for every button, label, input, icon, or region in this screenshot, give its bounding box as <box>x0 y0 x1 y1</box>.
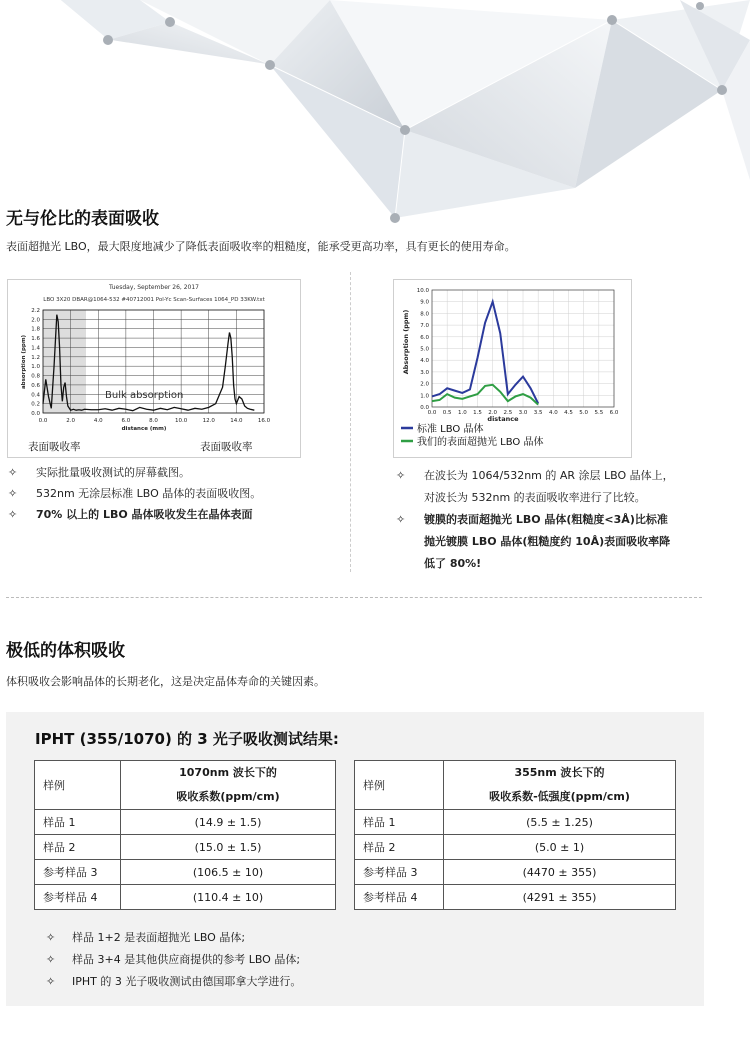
table-row: 样品 2 (5.0 ± 1) <box>355 835 676 860</box>
list-item: ✧ 在波长为 1064/532nm 的 AR 涂层 LBO 晶体上， <box>396 465 674 487</box>
y-tick-label: 0.8 <box>31 373 40 380</box>
y-tick-label: 1.8 <box>31 326 40 333</box>
x-tick-label: 0.0 <box>38 418 48 424</box>
results-table-1070nm <box>34 760 336 910</box>
x-tick-label: 10.0 <box>175 418 188 424</box>
y-tick-label: 0.6 <box>31 382 40 389</box>
y-tick-label: 1.4 <box>31 345 40 352</box>
section-divider <box>6 597 702 598</box>
legend-label: 我们的表面超抛光 LBO 晶体 <box>417 437 544 448</box>
left-chart-xlabel: distance (mm) <box>121 426 167 432</box>
section-title-surface: 无与伦比的表面吸收 <box>6 209 159 229</box>
y-tick-label: 7.0 <box>420 323 429 330</box>
y-tick-label: 0.2 <box>31 401 40 408</box>
results-title: IPHT (355/1070) 的 3 光子吸收测试结果: <box>35 730 339 748</box>
right-chart-xlabel: distance <box>487 415 519 423</box>
table-header-value: 1070nm 波长下的 吸收系数(ppm/cm) <box>121 761 336 810</box>
y-tick-label: 0.0 <box>420 405 429 411</box>
y-tick-label: 0.0 <box>31 411 40 417</box>
list-item: ✧ 镀膜的表面超抛光 LBO 晶体(粗糙度<3Å)比标准 <box>396 509 674 531</box>
x-tick-label: 2.0 <box>66 418 75 424</box>
section-intro-bulk: 体积吸收会影响晶体的长期老化，这是决定晶体寿命的关键因素。 <box>6 675 325 688</box>
x-tick-label: 2.5 <box>503 410 513 416</box>
sparkle-icon: ✧ <box>8 466 18 479</box>
y-tick-label: 2.0 <box>31 317 40 324</box>
x-tick-label: 1.5 <box>473 410 482 416</box>
y-tick-label: 8.0 <box>420 311 429 318</box>
right-chart-ylabel: Absorption (ppm) <box>402 309 410 375</box>
y-tick-label: 4.0 <box>420 358 429 365</box>
x-tick-label: 2.0 <box>488 410 498 416</box>
x-tick-label: 8.0 <box>149 418 158 424</box>
table-header-sample: 样例 <box>35 761 121 810</box>
left-absorption-chart <box>8 280 300 457</box>
table-row: 参考样品 4 (4291 ± 355) <box>355 885 676 910</box>
x-tick-label: 6.0 <box>609 410 619 416</box>
y-tick-label: 1.0 <box>31 364 40 371</box>
x-tick-label: 3.0 <box>518 410 528 416</box>
x-tick-label: 4.5 <box>564 410 573 416</box>
chart-header-date: Tuesday, September 26, 2017 <box>108 284 200 291</box>
x-tick-label: 6.0 <box>121 418 131 424</box>
y-tick-label: 2.2 <box>31 308 40 314</box>
left-chart-frame <box>7 279 301 458</box>
table-row: 样品 1 (14.9 ± 1.5) <box>35 810 336 835</box>
table-header-row <box>355 761 676 810</box>
x-tick-label: 14.0 <box>230 418 243 424</box>
y-tick-label: 1.6 <box>31 336 40 343</box>
table-header-sample: 样例 <box>355 761 444 810</box>
x-tick-label: 12.0 <box>202 418 215 424</box>
y-tick-label: 1.0 <box>420 393 429 400</box>
x-tick-label: 0.0 <box>427 410 437 416</box>
column-divider <box>350 272 351 572</box>
sparkle-icon: ✧ <box>46 975 56 988</box>
bulk-absorption-annotation: Bulk absorption <box>105 390 184 401</box>
list-item: ✧ 实际批量吸收测试的屏幕截图。 <box>8 462 261 483</box>
section-title-bulk: 极低的体积吸收 <box>6 641 125 661</box>
series-line <box>432 302 538 404</box>
section-intro-surface: 表面超抛光 LBO，最大限度地减少了降低表面吸收率的粗糙度，能承受更高功率，具有更长的使用寿命。 <box>6 240 516 253</box>
list-item: ✧ IPHT 的 3 光子吸收测试由德国耶拿大学进行。 <box>46 971 301 993</box>
y-tick-label: 9.0 <box>420 299 429 306</box>
x-tick-label: 1.0 <box>457 410 467 416</box>
sparkle-icon: ✧ <box>46 953 56 966</box>
list-item: ✧ 样品 3+4 是其他供应商提供的参考 LBO 晶体; <box>46 949 301 971</box>
y-tick-label: 1.2 <box>31 354 40 361</box>
sparkle-icon: ✧ <box>8 487 18 500</box>
right-chart-frame <box>393 279 632 458</box>
left-caption-surface-1: 表面吸收率 <box>28 441 81 453</box>
right-absorption-chart <box>394 280 631 457</box>
x-tick-label: 0.5 <box>442 410 452 416</box>
left-surface-highlight <box>43 310 86 413</box>
sparkle-icon: ✧ <box>396 469 406 482</box>
table-row: 参考样品 3 (4470 ± 355) <box>355 860 676 885</box>
table-header-row <box>35 761 336 810</box>
x-tick-label: 4.0 <box>93 418 103 424</box>
list-item: ✧ 70% 以上的 LBO 晶体吸收发生在晶体表面 <box>8 504 261 525</box>
left-bullet-list <box>8 462 261 525</box>
x-tick-label: 16.0 <box>257 418 271 424</box>
x-tick-label: 4.0 <box>548 410 558 416</box>
list-item: ✧ 532nm 无涂层标准 LBO 晶体的表面吸收图。 <box>8 483 261 504</box>
legend-label: 标准 LBO 晶体 <box>417 424 484 435</box>
chart-header-file: LBO 3X20 DBAR@1064-532 #40712001 Pol-Yc Scan-Surfaces 1064_PD 33KW.txt <box>43 297 265 303</box>
sparkle-icon: ✧ <box>46 931 56 944</box>
table-row: 样品 1 (5.5 ± 1.25) <box>355 810 676 835</box>
hero-polygon-graphic <box>0 0 750 230</box>
y-tick-label: 6.0 <box>420 334 429 341</box>
table-row: 样品 2 (15.0 ± 1.5) <box>35 835 336 860</box>
x-tick-label: 5.5 <box>594 410 604 416</box>
results-table-355nm <box>354 760 676 910</box>
table-header-value: 355nm 波长下的 吸收系数-低强度(ppm/cm) <box>444 761 676 810</box>
list-item: ✧ 样品 1+2 是表面超抛光 LBO 晶体; <box>46 927 301 949</box>
x-tick-label: 3.5 <box>533 410 543 416</box>
table-row: 参考样品 4 (110.4 ± 10) <box>35 885 336 910</box>
y-tick-label: 2.0 <box>420 381 429 388</box>
x-tick-label: 5.0 <box>579 410 589 416</box>
left-caption-surface-2: 表面吸收率 <box>200 441 253 453</box>
left-chart-ylabel: absorption (ppm) <box>21 334 27 390</box>
y-tick-label: 0.4 <box>31 392 40 399</box>
y-tick-label: 10.0 <box>416 288 429 294</box>
results-notes <box>46 927 301 993</box>
table-row: 参考样品 3 (106.5 ± 10) <box>35 860 336 885</box>
right-bullet-list: ✧ 在波长为 1064/532nm 的 AR 涂层 LBO 晶体上， 对波长为 532nm 的表面吸收率进行了比较。 ✧ 镀膜的表面超抛光 LBO 晶体(粗糙度<3Å)比标准 抛光镀膜 LBO 晶体(粗糙度约 10Å)表面吸收率降 低了 80%! <box>396 465 674 575</box>
y-tick-label: 5.0 <box>420 346 429 353</box>
y-tick-label: 3.0 <box>420 369 429 376</box>
sparkle-icon: ✧ <box>8 508 18 521</box>
sparkle-icon: ✧ <box>396 513 406 526</box>
